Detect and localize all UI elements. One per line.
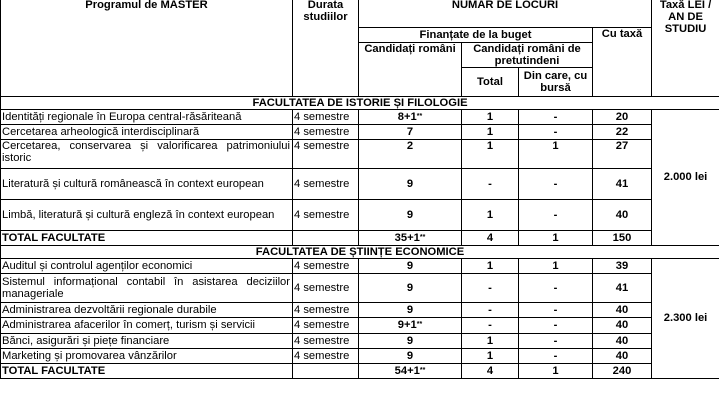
program-name: Administrarea dezvoltării regionale durabile (1, 303, 293, 318)
places-romanian: 9 (359, 349, 462, 364)
places-total: - (462, 318, 519, 334)
program-duration: 4 semestre (293, 334, 359, 349)
places-with-fee: 39 (593, 259, 652, 274)
faculty-total-row (1, 364, 719, 379)
header-program: Programul de MASTER (1, 0, 293, 97)
places-scholarship: 1 (519, 259, 593, 274)
program-duration: 4 semestre (293, 169, 359, 200)
places-total: 1 (462, 110, 519, 125)
total-with-fee: 240 (593, 364, 652, 379)
program-duration: 4 semestre (293, 200, 359, 231)
places-with-fee: 20 (593, 110, 652, 125)
places-with-fee: 40 (593, 349, 652, 364)
places-total: 1 (462, 125, 519, 140)
places-total: 1 (462, 349, 519, 364)
table-row (1, 303, 719, 318)
total-total: 4 (462, 231, 519, 246)
places-romanian: 8+1** (359, 110, 462, 125)
table-row (1, 259, 719, 274)
total-romanian: 54+1** (359, 364, 462, 379)
total-scholarship: 1 (519, 364, 593, 379)
program-name: Limbă, literatură și cultură engleză în context european (1, 200, 293, 231)
total-duration (293, 231, 359, 246)
places-with-fee: 27 (593, 140, 652, 169)
places-total: - (462, 303, 519, 318)
program-duration: 4 semestre (293, 274, 359, 303)
places-romanian: 9 (359, 169, 462, 200)
header-duration: Durata studiilor (293, 0, 359, 97)
faculty-fee: 2.300 lei (652, 259, 719, 379)
places-with-fee: 40 (593, 200, 652, 231)
program-duration: 4 semestre (293, 303, 359, 318)
program-name: Cercetarea arheologică interdisciplinară (1, 125, 293, 140)
program-name: Administrarea afacerilor în comerț, turism și servicii (1, 318, 293, 334)
places-scholarship: - (519, 318, 593, 334)
places-scholarship: - (519, 125, 593, 140)
total-romanian: 35+1** (359, 231, 462, 246)
table-row (1, 200, 719, 231)
faculty-name: FACULTATEA DE ISTORIE ȘI FILOLOGIE (1, 97, 719, 110)
places-romanian: 9 (359, 334, 462, 349)
places-romanian: 7 (359, 125, 462, 140)
total-scholarship: 1 (519, 231, 593, 246)
header-budget: Finanțate de la buget (359, 28, 593, 43)
places-with-fee: 40 (593, 334, 652, 349)
total-with-fee: 150 (593, 231, 652, 246)
places-total: - (462, 169, 519, 200)
places-scholarship: - (519, 110, 593, 125)
program-name: Literatură și cultură românească în context european (1, 169, 293, 200)
places-scholarship: 1 (519, 140, 593, 169)
header-places: NUMĂR DE LOCURI (359, 0, 652, 28)
places-romanian: 9+1** (359, 318, 462, 334)
places-romanian: 9 (359, 303, 462, 318)
header-everywhere: Candidați români de pretutindeni (462, 43, 593, 68)
table-row (1, 140, 719, 169)
places-total: - (462, 274, 519, 303)
places-with-fee: 41 (593, 274, 652, 303)
program-name: Bănci, asigurări și piețe financiare (1, 334, 293, 349)
program-duration: 4 semestre (293, 318, 359, 334)
faculty-total-row (1, 231, 719, 246)
places-scholarship: - (519, 274, 593, 303)
places-total: 1 (462, 200, 519, 231)
places-scholarship: - (519, 349, 593, 364)
table-row (1, 169, 719, 200)
header-of-which: Din care, cu bursă (519, 68, 593, 97)
header-total: Total (462, 68, 519, 97)
places-scholarship: - (519, 169, 593, 200)
program-duration: 4 semestre (293, 349, 359, 364)
program-duration: 4 semestre (293, 125, 359, 140)
places-romanian: 9 (359, 200, 462, 231)
faculty-fee: 2.000 lei (652, 110, 719, 246)
table-row (1, 318, 719, 334)
program-duration: 4 semestre (293, 259, 359, 274)
places-with-fee: 40 (593, 303, 652, 318)
faculty-title-row (1, 246, 719, 259)
total-duration (293, 364, 359, 379)
footnote-mark: ** (416, 112, 423, 120)
places-romanian: 9 (359, 274, 462, 303)
program-duration: 4 semestre (293, 140, 359, 169)
program-name: Identități regionale în Europa central-răsăriteană (1, 110, 293, 125)
table-row (1, 125, 719, 140)
table-row (1, 274, 719, 303)
places-scholarship: - (519, 334, 593, 349)
faculty-name: FACULTATEA DE ȘTIINȚE ECONOMICE (1, 246, 719, 259)
places-scholarship: - (519, 200, 593, 231)
header-row-1 (1, 0, 719, 28)
faculty-title-row (1, 97, 719, 110)
program-name: Auditul și controlul agenților economici (1, 259, 293, 274)
table-row (1, 334, 719, 349)
total-total: 4 (462, 364, 519, 379)
places-with-fee: 40 (593, 318, 652, 334)
table-row (1, 349, 719, 364)
places-with-fee: 22 (593, 125, 652, 140)
places-total: 1 (462, 259, 519, 274)
program-name: Cercetarea, conservarea și valorificarea patrimoniului istoric (1, 140, 293, 169)
program-name: Marketing și promovarea vânzărilor (1, 349, 293, 364)
total-label: TOTAL FACULTATE (1, 231, 293, 246)
program-duration: 4 semestre (293, 110, 359, 125)
program-name: Sistemul informațional contabil în asistarea deciziilor manageriale (1, 274, 293, 303)
header-romanian: Candidați români (359, 43, 462, 97)
places-total: 1 (462, 334, 519, 349)
places-with-fee: 41 (593, 169, 652, 200)
places-romanian: 9 (359, 259, 462, 274)
places-romanian: 2 (359, 140, 462, 169)
table-row (1, 110, 719, 125)
header-with-fee: Cu taxă (593, 28, 652, 97)
places-scholarship: - (519, 303, 593, 318)
total-label: TOTAL FACULTATE (1, 364, 293, 379)
header-fee: Taxă LEI / AN DE STUDIU (652, 0, 719, 97)
places-total: 1 (462, 140, 519, 169)
